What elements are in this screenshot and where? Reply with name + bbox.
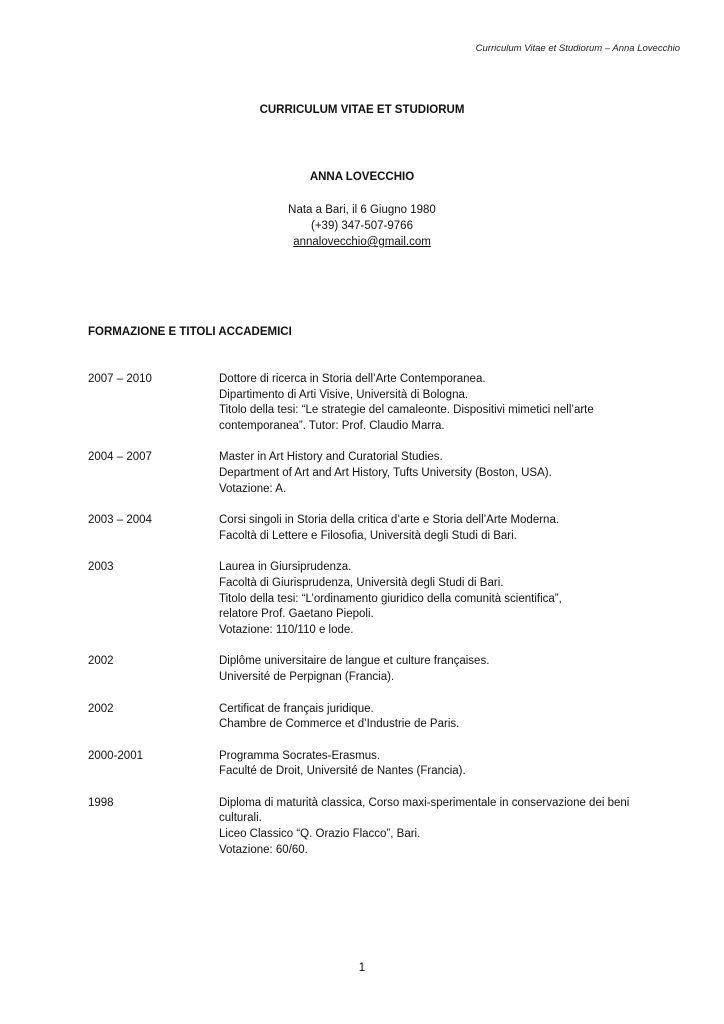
running-header: Curriculum Vitae et Studiorum – Anna Lovecchio: [475, 43, 680, 54]
education-entry: [88, 372, 648, 434]
entry-details: [219, 654, 648, 685]
page-number: 1: [358, 962, 366, 974]
entry-line: Master in Art History and Curatorial Studies.: [219, 451, 443, 464]
education-entry: [88, 450, 648, 497]
entry-line: Facoltà di Giurisprudenza, Università degli Studi di Bari.: [219, 576, 504, 589]
entry-period: 2002: [88, 655, 114, 668]
email-link[interactable]: annalovecchio@gmail.com: [293, 236, 431, 248]
entry-details: [219, 749, 648, 780]
entry-line: Diplôme universitaire de langue et culture françaises.: [219, 655, 490, 668]
entry-period: 2003 – 2004: [88, 514, 152, 527]
entry-line: Department of Art and Art History, Tufts University (Boston, USA).: [219, 466, 552, 479]
entry-line: Certificat de français juridique.: [219, 702, 374, 715]
entry-line: Faculté de Droit, Université de Nantes (Francia).: [219, 765, 466, 778]
entry-line: contemporanea”. Tutor: Prof. Claudio Marra.: [219, 419, 445, 432]
education-entry: [88, 513, 648, 544]
education-entry: [88, 654, 648, 685]
document-title: CURRICULUM VITAE ET STUDIORUM: [259, 104, 465, 116]
entry-details: [219, 450, 648, 497]
entry-line: Facoltà di Lettere e Filosofia, Università degli Studi di Bari.: [219, 529, 517, 542]
entry-details: [219, 372, 648, 434]
entry-line: Corsi singoli in Storia della critica d’arte e Storia dell’Arte Moderna.: [219, 514, 560, 527]
entry-period: 2002: [88, 702, 114, 715]
entry-details: [219, 796, 648, 858]
entry-line: culturali.: [219, 812, 262, 825]
entry-details: [219, 513, 648, 544]
entry-line: relatore Prof. Gaetano Piepoli.: [219, 608, 374, 621]
entry-period: 2000-2001: [88, 749, 143, 762]
entry-line: Programma Socrates-Erasmus.: [219, 749, 381, 762]
entry-line: Laurea in Giursiprudenza.: [219, 561, 352, 574]
entry-details: [219, 702, 648, 733]
person-name: ANNA LOVECCHIO: [309, 171, 415, 183]
personal-info: [0, 169, 724, 250]
entry-period: 2004 – 2007: [88, 451, 152, 464]
entry-line: Dipartimento di Arti Visive, Università di Bologna.: [219, 388, 469, 401]
education-entry: [88, 796, 648, 858]
section-heading: FORMAZIONE E TITOLI ACCADEMICI: [88, 326, 292, 338]
education-list: [88, 372, 648, 858]
entry-period: 2003: [88, 561, 114, 574]
phone-number: (+39) 347-507-9766: [311, 220, 413, 232]
entry-details: [219, 560, 648, 638]
entry-line: Votazione: 110/110 e lode.: [219, 623, 354, 636]
education-entry: [88, 702, 648, 733]
entry-period: 1998: [88, 796, 114, 809]
entry-line: Université de Perpignan (Francia).: [219, 670, 395, 683]
birth-info: Nata a Bari, il 6 Giugno 1980: [288, 204, 436, 216]
entry-line: Titolo della tesi: “Le strategie del camaleonte. Dispositivi mimetici nell’arte: [219, 404, 594, 417]
entry-line: Dottore di ricerca in Storia dell’Arte Contemporanea.: [219, 373, 486, 385]
entry-period: 2007 – 2010: [88, 373, 152, 385]
entry-line: Votazione: A.: [219, 482, 287, 495]
education-entry: [88, 749, 648, 780]
entry-line: Votazione: 60/60.: [219, 843, 308, 856]
education-entry: [88, 560, 648, 638]
entry-line: Chambre de Commerce et d’Industrie de Paris.: [219, 718, 460, 731]
entry-line: Liceo Classico “Q. Orazio Flacco”, Bari.: [219, 828, 421, 841]
entry-line: Diploma di maturità classica, Corso maxi-sperimentale in conservazione dei beni: [219, 796, 630, 809]
entry-line: Titolo della tesi: “L’ordinamento giuridico della comunità scientifica”,: [219, 592, 562, 605]
